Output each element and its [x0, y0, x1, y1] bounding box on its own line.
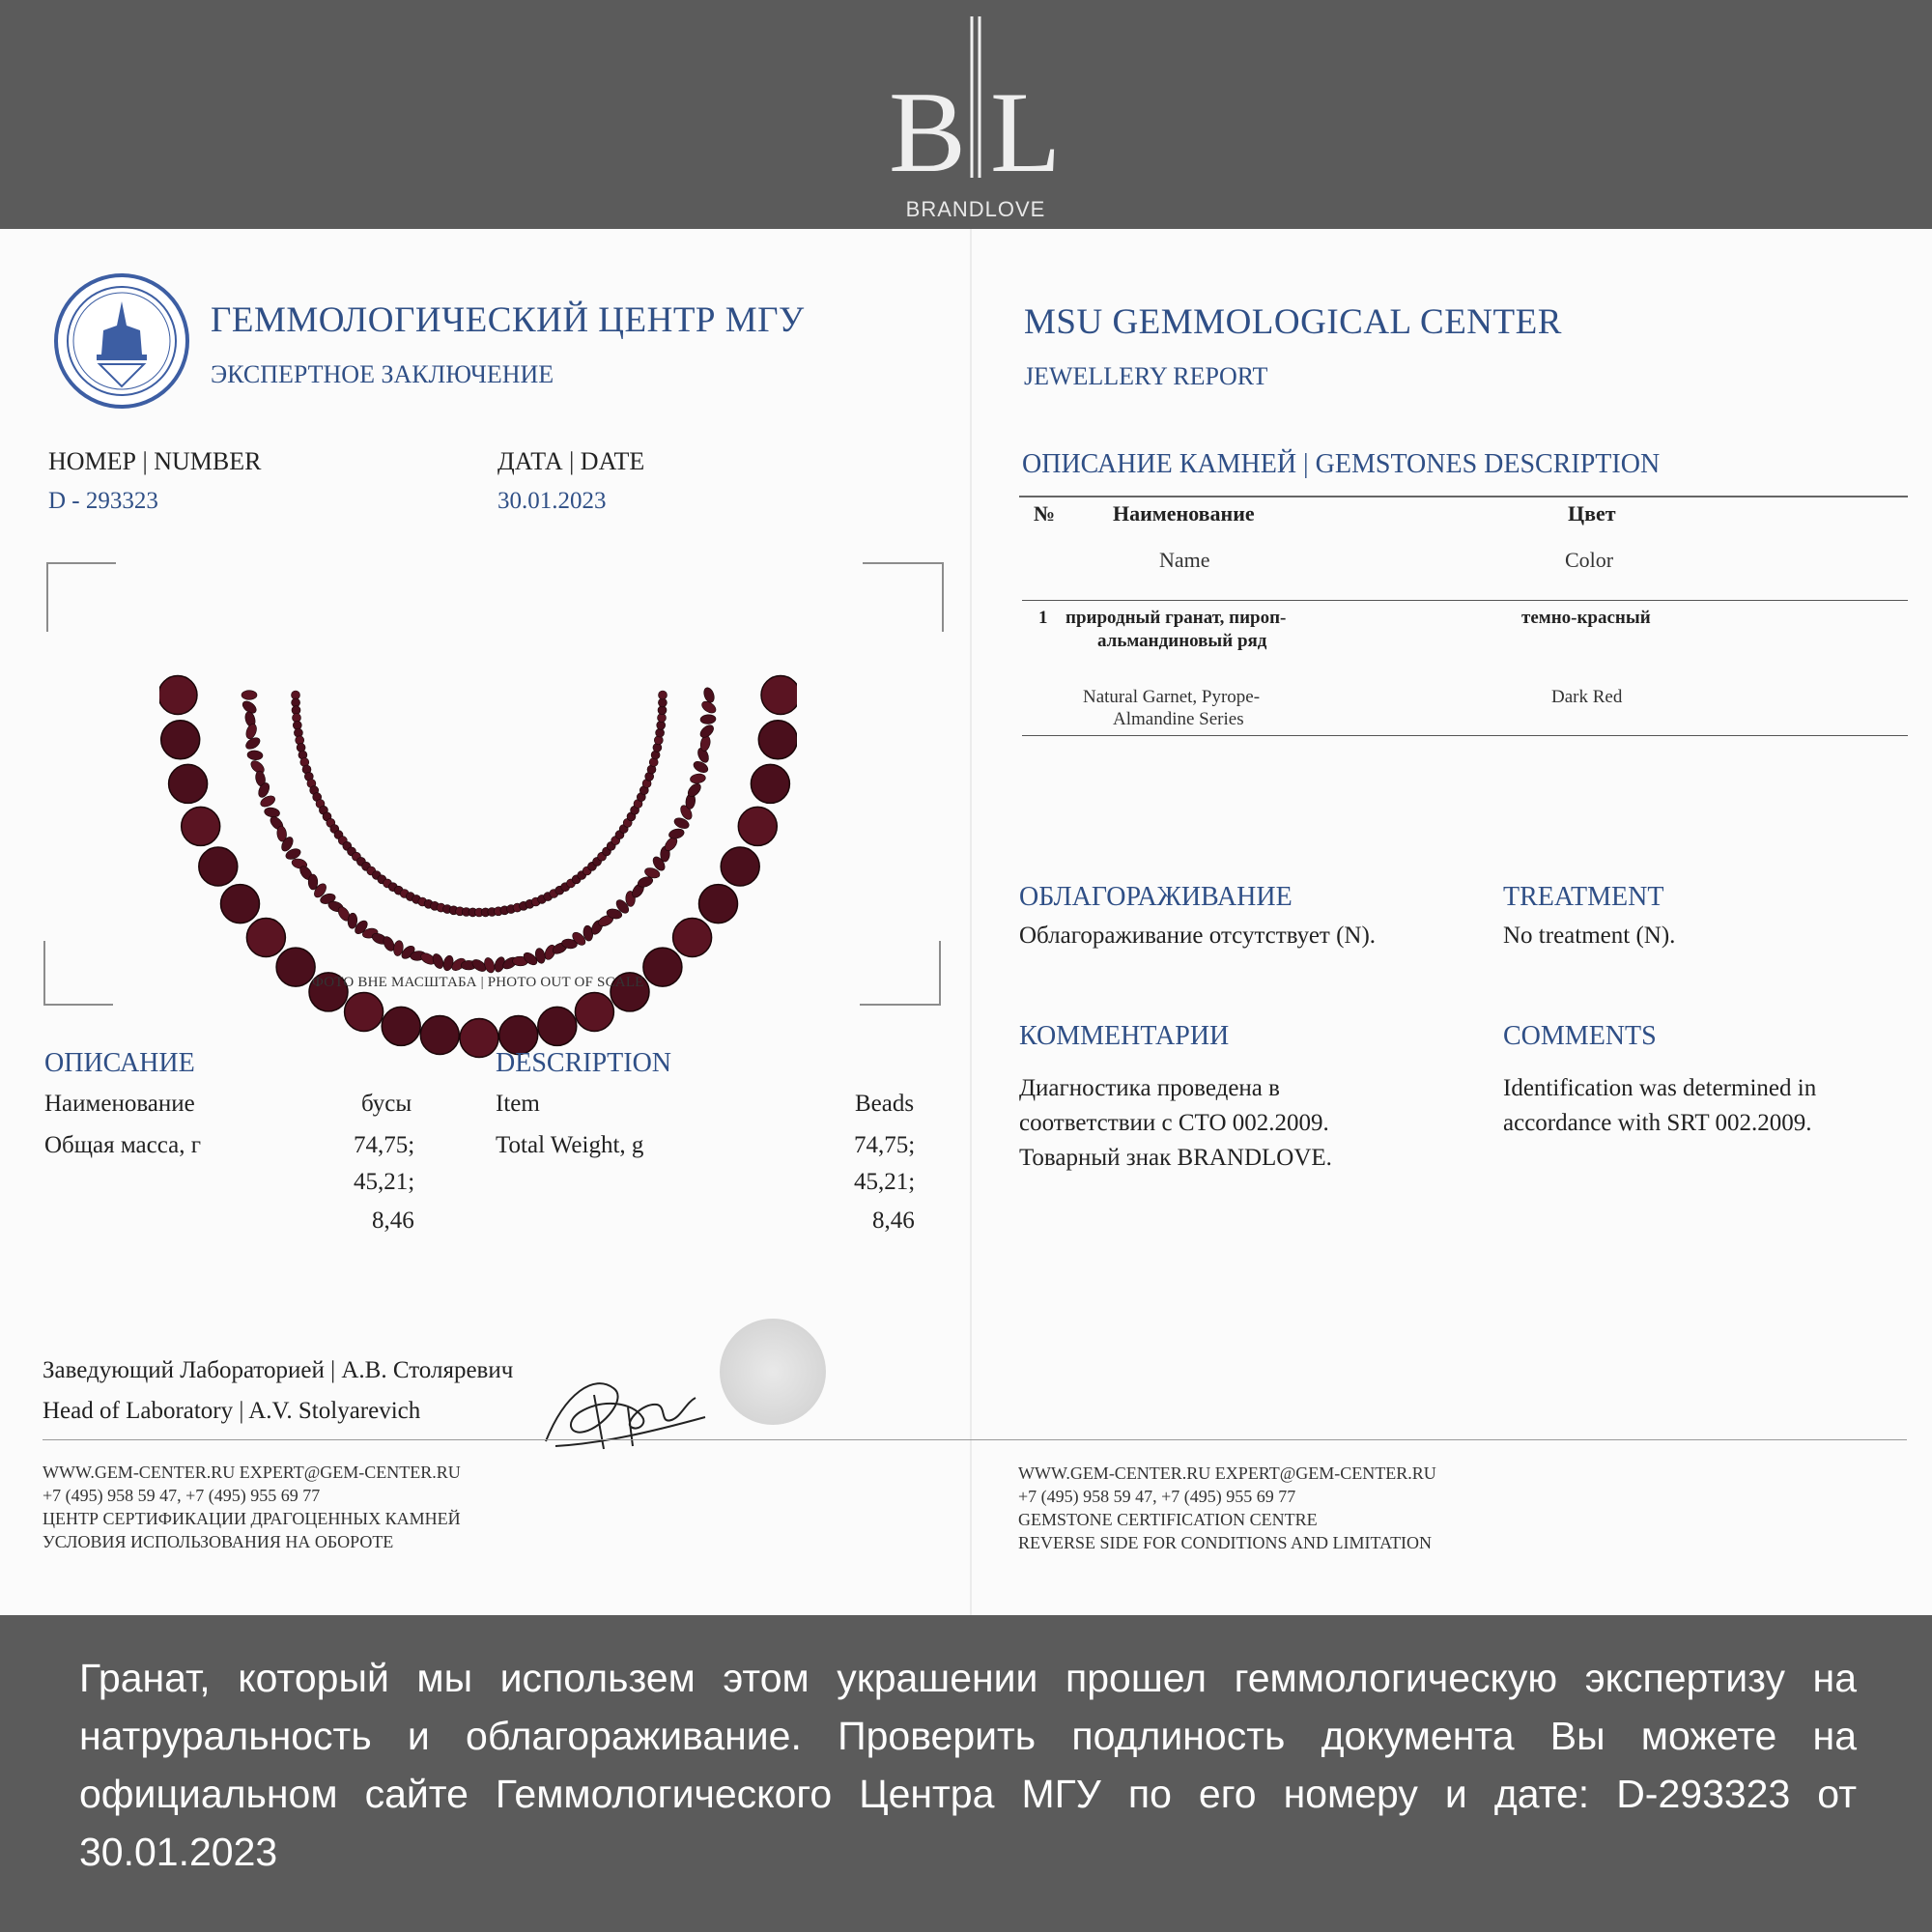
chip-bead — [247, 750, 264, 760]
weight-value-3-ru: 8,46 — [372, 1208, 414, 1234]
large-bead — [345, 993, 384, 1032]
fold-line — [970, 229, 972, 1615]
chip-bead — [431, 952, 445, 970]
col-name-ru: Наименование — [1113, 501, 1255, 526]
date-label: ДАТА | DATE — [497, 447, 645, 475]
header-band — [0, 0, 1932, 229]
report-subtitle-ru: ЭКСПЕРТНОЕ ЗАКЛЮЧЕНИЕ — [211, 360, 554, 388]
comments-text-ru — [1019, 1071, 1332, 1176]
weight-value-1-ru: 74,75; — [354, 1132, 415, 1158]
chip-bead — [242, 691, 257, 700]
footer-right-line: WWW.GEM-CENTER.RU EXPERT@GEM-CENTER.RU — [1018, 1463, 1436, 1483]
brandlove-logo-mark — [869, 12, 1082, 185]
lab-stamp — [720, 1319, 826, 1425]
item-label-en: Item — [496, 1091, 540, 1117]
comments-line-ru: Диагностика проведена в — [1019, 1075, 1280, 1101]
large-bead — [699, 885, 738, 923]
lab-title-ru: ГЕММОЛОГИЧЕСКИЙ ЦЕНТР МГУ — [211, 300, 805, 340]
garnet-necklace-photo — [159, 572, 797, 1185]
table-top-rule — [1019, 496, 1908, 497]
large-bead — [721, 847, 759, 886]
chip-bead — [243, 735, 262, 752]
large-bead — [758, 721, 797, 759]
weight-value-2-en: 45,21; — [854, 1169, 916, 1195]
weight-value-1-en: 74,75; — [854, 1132, 916, 1158]
weight-value-2-ru: 45,21; — [354, 1169, 415, 1195]
item-value-ru: бусы — [361, 1091, 412, 1117]
treatment-text-ru: Облагораживание отсутствует (N). — [1019, 923, 1377, 949]
description-heading-en: DESCRIPTION — [496, 1048, 672, 1078]
large-bead — [182, 807, 220, 845]
chip-bead — [700, 714, 717, 724]
weight-value-3-en: 8,46 — [872, 1208, 915, 1234]
certificate — [0, 229, 1932, 1615]
large-bead — [161, 721, 200, 759]
large-bead — [159, 676, 197, 715]
chip-bead — [483, 956, 497, 974]
footer-right-line: REVERSE SIDE FOR CONDITIONS AND LIMITATION — [1018, 1533, 1433, 1552]
large-bead — [673, 919, 712, 957]
footer-right-line: +7 (495) 958 59 47, +7 (495) 955 69 77 — [1018, 1487, 1296, 1506]
large-bead — [575, 993, 613, 1032]
gem-name-ru-2: альмандиновый ряд — [1097, 631, 1267, 651]
footer-left-line: ЦЕНТР СЕРТИФИКАЦИИ ДРАГОЦЕННЫХ КАМНЕЙ — [43, 1509, 461, 1528]
large-bead — [199, 847, 238, 886]
comments-line-ru: соответствии с СТО 002.2009. — [1019, 1110, 1329, 1136]
chip-bead — [690, 773, 706, 784]
photo-frame-corner — [863, 562, 944, 632]
signatory-ru: Заведующий Лабораторией | А.В. Столяревич — [43, 1357, 514, 1383]
large-bead — [382, 1007, 420, 1045]
gem-name-en-2: Almandine Series — [1113, 709, 1244, 729]
weight-label-ru: Общая масса, г — [44, 1132, 201, 1158]
col-color-ru: Цвет — [1568, 501, 1616, 526]
gem-name-ru-1: природный гранат, пироп- — [1065, 608, 1287, 628]
report-subtitle-en: JEWELLERY REPORT — [1024, 362, 1268, 390]
gem-name-en-1: Natural Garnet, Pyrope- — [1083, 687, 1261, 707]
item-value-en: Beads — [855, 1091, 915, 1117]
footer-left — [43, 1461, 461, 1553]
footer-left-line: WWW.GEM-CENTER.RU EXPERT@GEM-CENTER.RU — [43, 1463, 461, 1482]
comments-heading-en: COMMENTS — [1503, 1021, 1657, 1051]
chip-bead-strand — [241, 686, 718, 974]
col-name-en: Name — [1159, 548, 1210, 572]
gem-color-en: Dark Red — [1551, 687, 1623, 707]
large-bead — [420, 1016, 459, 1055]
number-label: НОМЕР | NUMBER — [48, 447, 262, 475]
comments-line-en: accordance with SRT 002.2009. — [1503, 1110, 1812, 1136]
handwritten-signature — [536, 1335, 710, 1461]
msu-seal-icon — [53, 272, 190, 410]
caption-text: Гранат, который мы использем этом украшении прошел геммологическую экспертизу на натруральность и облагораживание. Проверить подлиность документа Вы можете на официальном сайте Геммологического Центра МГУ по его номеру и дате: D-293323 от 30.01.2023 — [79, 1656, 1857, 1874]
large-bead — [460, 1019, 498, 1058]
comments-line-ru: Товарный знак BRANDLOVE. — [1019, 1145, 1332, 1171]
col-color-en: Color — [1565, 548, 1614, 572]
footer-right-line: GEMSTONE CERTIFICATION CENTRE — [1018, 1510, 1318, 1529]
row-number: 1 — [1038, 608, 1048, 628]
gemstones-heading: ОПИСАНИЕ КАМНЕЙ | GEMSTONES DESCRIPTION — [1022, 449, 1661, 479]
description-heading-ru: ОПИСАНИЕ — [44, 1048, 195, 1078]
large-bead — [761, 676, 797, 715]
comments-text-en — [1503, 1071, 1816, 1141]
chip-bead — [264, 807, 280, 818]
photo-caption: ФОТО ВНЕ МАСШТАБА | PHOTO OUT OF SCALE — [312, 975, 644, 990]
large-bead — [169, 764, 208, 803]
chip-bead — [702, 686, 716, 703]
footer-rule — [43, 1439, 1907, 1440]
large-bead — [221, 885, 260, 923]
footer-left-line: УСЛОВИЯ ИСПОЛЬЗОВАНИЯ НА ОБОРОТЕ — [43, 1532, 394, 1551]
large-bead — [276, 948, 315, 986]
report-date: 30.01.2023 — [497, 488, 607, 514]
svg-text:L: L — [990, 68, 1062, 185]
photo-frame-corner — [860, 941, 941, 1006]
table-bottom-rule — [1022, 735, 1908, 736]
photo-frame-corner — [46, 562, 116, 632]
gem-color-ru: темно-красный — [1521, 608, 1651, 628]
chip-bead — [308, 874, 318, 890]
large-bead — [751, 764, 789, 803]
treatment-heading-ru: ОБЛАГОРАЖИВАНИЕ — [1019, 882, 1293, 912]
photo-frame-corner — [43, 941, 113, 1006]
item-label-ru: Наименование — [44, 1091, 195, 1117]
report-number: D - 293323 — [48, 488, 158, 514]
brandlove-logo — [869, 12, 1082, 221]
large-bead — [246, 919, 285, 957]
col-number: № — [1034, 501, 1056, 526]
table-header-rule — [1022, 600, 1908, 601]
large-bead — [538, 1007, 577, 1045]
small-bead — [659, 691, 668, 699]
weight-label-en: Total Weight, g — [496, 1132, 644, 1158]
treatment-text-en: No treatment (N). — [1503, 923, 1676, 949]
large-bead — [738, 807, 777, 845]
large-bead — [643, 948, 682, 986]
footer-right — [1018, 1462, 1436, 1554]
treatment-heading-en: TREATMENT — [1503, 882, 1664, 912]
lab-title-en: MSU GEMMOLOGICAL CENTER — [1024, 302, 1562, 342]
svg-text:B: B — [889, 68, 967, 185]
small-bead-strand — [292, 691, 668, 917]
comments-heading-ru: КОММЕНТАРИИ — [1019, 1021, 1230, 1051]
signatory-en: Head of Laboratory | A.V. Stolyarevich — [43, 1398, 421, 1424]
footer-left-line: +7 (495) 958 59 47, +7 (495) 955 69 77 — [43, 1486, 321, 1505]
brand-name: BRANDLOVE — [905, 197, 1046, 221]
comments-line-en: Identification was determined in — [1503, 1075, 1817, 1101]
